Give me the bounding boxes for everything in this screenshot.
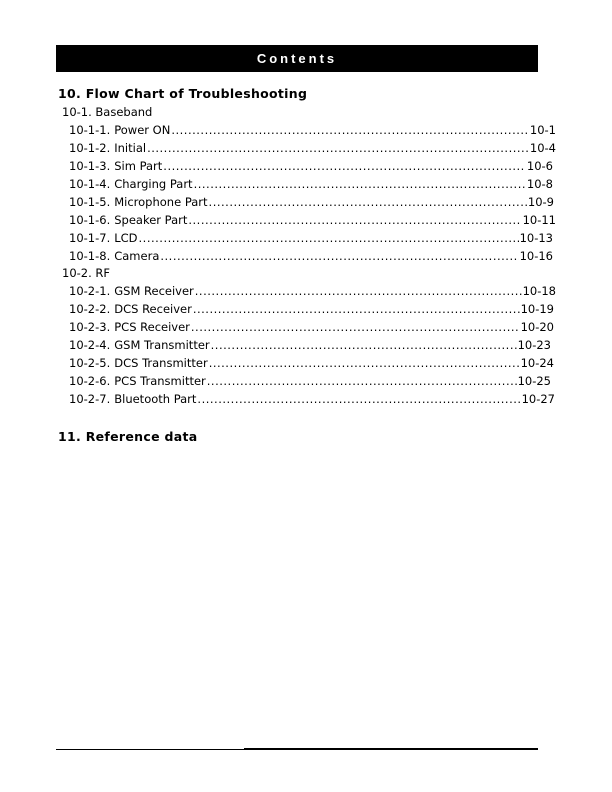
toc-entry-label: Speaker Part <box>114 213 188 227</box>
toc-entry[interactable] <box>69 320 554 338</box>
toc-leader-dots <box>147 141 529 155</box>
toc-entry-page: 10-13 <box>519 231 553 245</box>
toc-entry[interactable] <box>69 195 554 213</box>
toc-entry-label: Sim Part <box>114 159 163 173</box>
toc-leader-dots <box>191 320 520 334</box>
toc-entry-page: 10-1 <box>529 123 556 137</box>
toc-entry-page: 10-16 <box>519 249 553 263</box>
toc-entry-number: 10-1-6. <box>69 213 111 227</box>
toc-entry-label: LCD <box>114 231 138 245</box>
toc-entry-number: 10-1-4. <box>69 177 111 191</box>
toc-leader-dots <box>209 356 520 370</box>
toc-leader-dots <box>197 392 520 406</box>
toc-entry-number: 10-2-2. <box>69 302 111 316</box>
toc-entry-label: Initial <box>114 141 147 155</box>
toc-entry-page: 10-20 <box>520 320 554 334</box>
toc-entry-label: Camera <box>114 249 160 263</box>
toc-entry-label: Microphone Part <box>114 195 208 209</box>
toc-entry[interactable] <box>69 284 556 302</box>
toc-entry-number: 10-2-6. <box>69 374 111 388</box>
toc-entry-page: 10-23 <box>517 338 551 352</box>
toc-entry-label: Bluetooth Part <box>114 392 197 406</box>
toc-leader-dots <box>211 338 517 352</box>
toc-entry[interactable] <box>69 374 551 392</box>
toc-entry-number: 10-2-5. <box>69 356 111 370</box>
toc-entry-number: 10-2-3. <box>69 320 111 334</box>
toc-entry-page: 10-11 <box>522 213 556 227</box>
toc-entry[interactable] <box>69 213 556 231</box>
rf-heading[interactable]: 10-2. RF <box>62 266 111 280</box>
toc-entry-page: 10-6 <box>526 159 553 173</box>
toc-leader-dots <box>195 284 522 298</box>
toc-entry-page: 10-19 <box>520 302 554 316</box>
toc-entry-page: 10-8 <box>526 177 553 191</box>
toc-entry-page: 10-18 <box>522 284 556 298</box>
toc-entry-label: Charging Part <box>114 177 193 191</box>
toc-entry-number: 10-1-5. <box>69 195 111 209</box>
toc-entry-label: DCS Transmitter <box>114 356 208 370</box>
baseband-heading[interactable]: 10-1. Baseband <box>62 105 153 119</box>
toc-entry-number: 10-1-3. <box>69 159 111 173</box>
page-title: Contents <box>256 51 338 66</box>
toc-leader-dots <box>139 231 519 245</box>
toc-leader-dots <box>163 159 526 173</box>
toc-leader-dots <box>194 177 526 191</box>
toc-entry-label: Power ON <box>114 123 171 137</box>
toc-entry[interactable] <box>69 231 553 249</box>
toc-entry[interactable] <box>69 141 556 159</box>
toc-entry[interactable] <box>69 249 553 267</box>
toc-entry-page: 10-25 <box>517 374 551 388</box>
toc-entry[interactable] <box>69 302 554 320</box>
toc-entry-label: GSM Transmitter <box>114 338 210 352</box>
toc-entry[interactable] <box>69 123 556 141</box>
toc-entry-number: 10-1-7. <box>69 231 111 245</box>
toc-entry-number: 10-2-7. <box>69 392 111 406</box>
footer-rule-thin <box>56 749 244 750</box>
toc-entry-number: 10-2-1. <box>69 284 111 298</box>
contents-header-bar <box>56 45 538 72</box>
toc-entry-page: 10-27 <box>521 392 555 406</box>
toc-entry-page: 10-4 <box>529 141 556 155</box>
toc-entry-label: PCS Transmitter <box>114 374 206 388</box>
toc-leader-dots <box>188 213 521 227</box>
section-11-heading[interactable]: 11. Reference data <box>58 429 198 444</box>
toc-entry-number: 10-1-8. <box>69 249 111 263</box>
toc-entry-number: 10-1-2. <box>69 141 111 155</box>
toc-entry-page: 10-9 <box>527 195 554 209</box>
footer-rule-thick <box>244 748 538 750</box>
section-10-heading[interactable]: 10. Flow Chart of Troubleshooting <box>58 86 308 101</box>
toc-entry-label: DCS Receiver <box>114 302 192 316</box>
toc-entry-label: PCS Receiver <box>114 320 190 334</box>
toc-entry[interactable] <box>69 356 554 374</box>
toc-entry[interactable] <box>69 159 553 177</box>
toc-leader-dots <box>193 302 520 316</box>
toc-entry[interactable] <box>69 177 553 195</box>
toc-entry[interactable] <box>69 392 555 410</box>
toc-leader-dots <box>171 123 529 137</box>
toc-entry-number: 10-1-1. <box>69 123 111 137</box>
toc-entry-number: 10-2-4. <box>69 338 111 352</box>
toc-entry-page: 10-24 <box>520 356 554 370</box>
toc-leader-dots <box>160 249 518 263</box>
toc-entry-label: GSM Receiver <box>114 284 194 298</box>
toc-leader-dots <box>207 374 517 388</box>
toc-leader-dots <box>209 195 527 209</box>
toc-entry[interactable] <box>69 338 551 356</box>
